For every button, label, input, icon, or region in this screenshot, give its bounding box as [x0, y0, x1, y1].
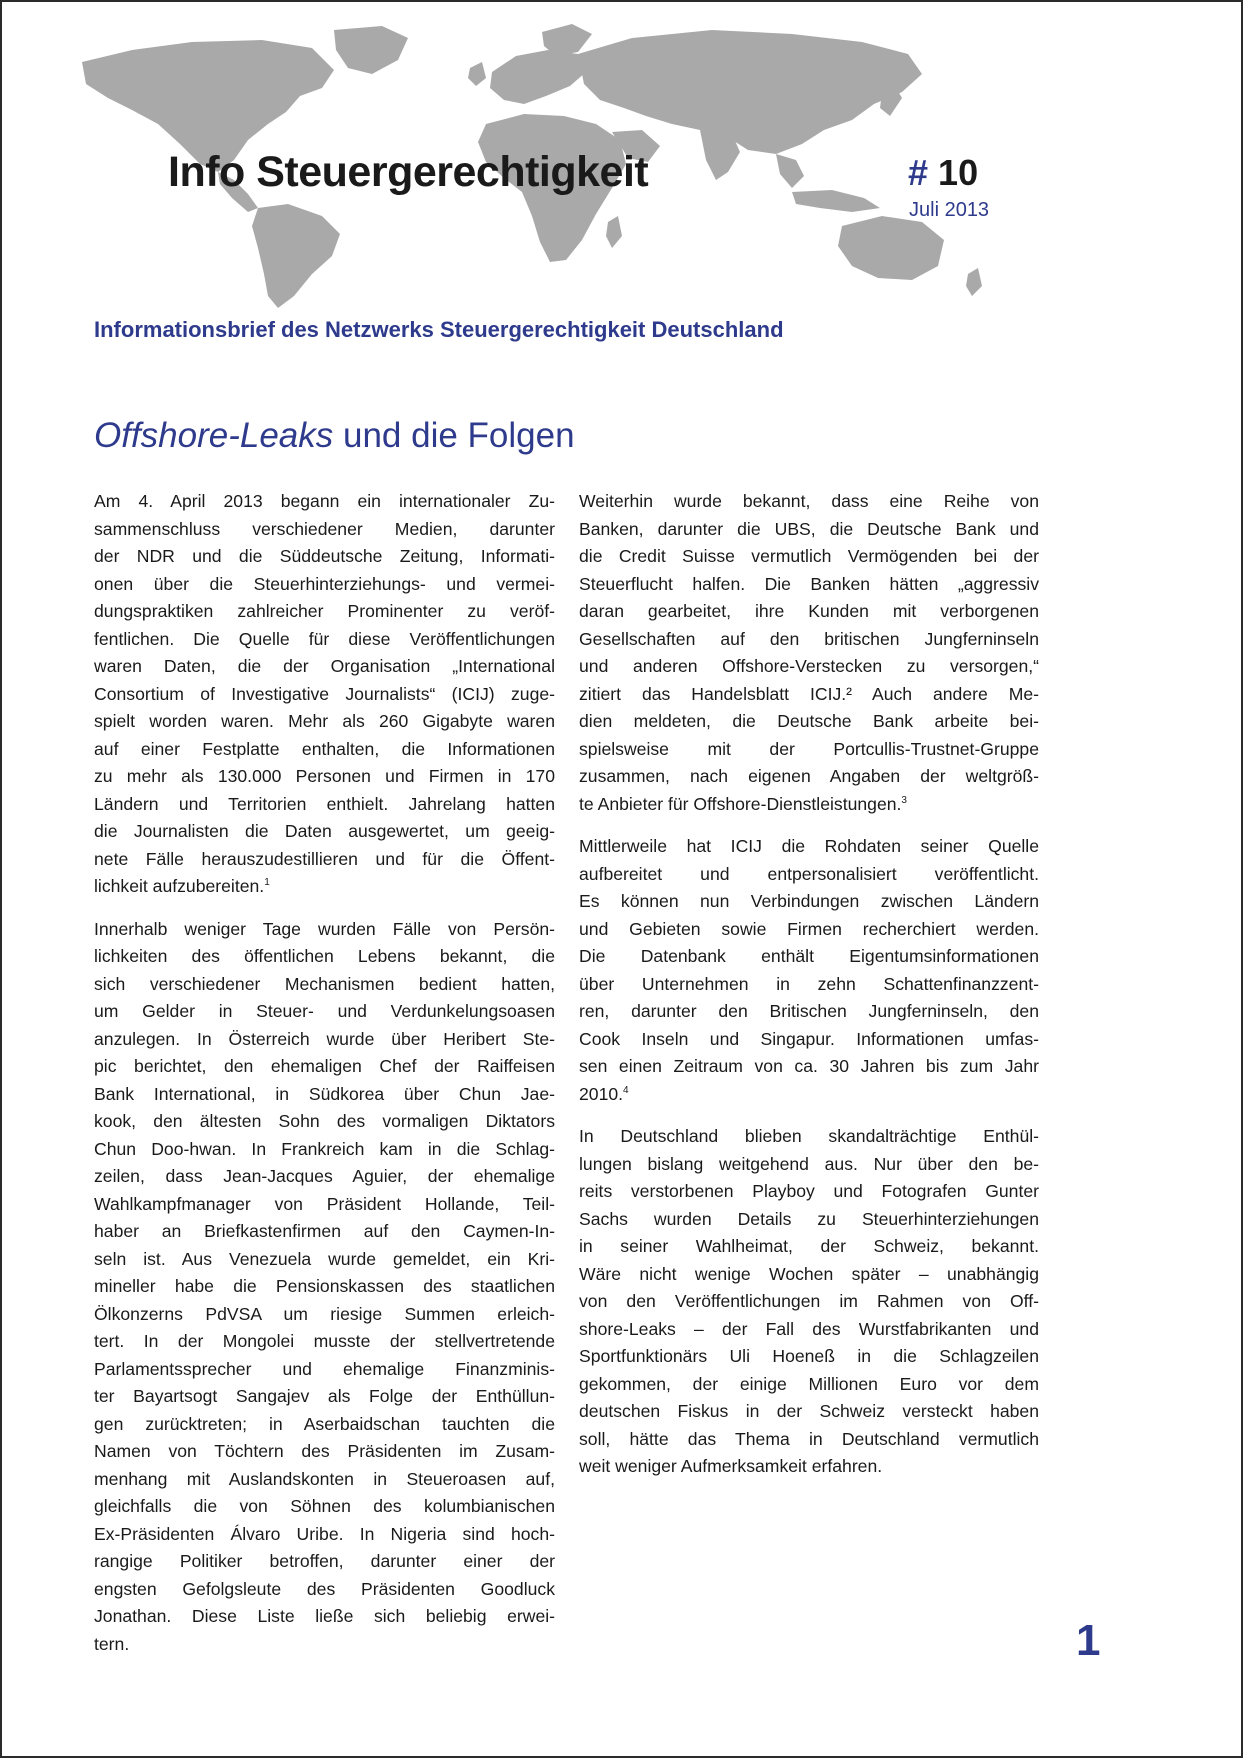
text-line: der NDR und die Süddeutsche Zeitung, Informati- — [94, 546, 555, 566]
text-line: zeilen, dass Jean-Jacques Aguier, der ehemalige — [94, 1166, 555, 1186]
article-paragraph — [579, 488, 1039, 818]
text-line: von den Veröffentlichungen im Rahmen von Off- — [579, 1291, 1039, 1311]
text-line: aufbereitet und entpersonalisiert veröffentlicht. — [579, 863, 1039, 884]
text-line: te Anbieter für Offshore-Dienstleistungen.$^3$ — [579, 793, 907, 814]
text-line: mineller habe die Pensionskassen des staatlichen — [94, 1276, 555, 1296]
issue-hash: # — [908, 152, 929, 193]
text-line: Gesellschaften auf den britischen Jungferninseln — [579, 628, 1039, 649]
issue-date: Juli 2013 — [909, 199, 990, 221]
article-left-column — [94, 488, 555, 1673]
text-line: lichkeiten des öffentlichen Lebens bekannt, die — [94, 946, 555, 966]
text-line: seln ist. Aus Venezuela wurde gemeldet, ein Kri- — [94, 1248, 555, 1269]
text-line: Chun Doo-hwan. In Frankreich kam in die Schlag- — [94, 1138, 555, 1159]
text-line: in seiner Wahlheimat, der Schweiz, bekannt. — [579, 1236, 1039, 1256]
text-line: zitiert das Handelsblatt ICIJ.² Auch andere Me- — [579, 683, 1039, 704]
newsletter-subtitle: Informationsbrief des Netzwerks Steuergerechtigkeit Deutschland — [94, 317, 784, 342]
text-line: gekommen, der einige Millionen Euro vor dem — [579, 1373, 1039, 1394]
text-line: Namen von Töchtern des Präsidenten im Zusam- — [94, 1441, 555, 1461]
text-line: sammenschluss verschiedener Medien, darunter — [94, 518, 555, 539]
text-line: sen einen Zeitraum von ca. 30 Jahren bis zum Jahr — [579, 1056, 1039, 1076]
text-line: Am 4. April 2013 begann ein internationaler Zu- — [94, 491, 555, 511]
headline-rest: und die Folgen — [333, 416, 575, 455]
text-line: Die Datenbank enthält Eigentumsinformationen — [579, 946, 1039, 966]
footnote-marker: 1 — [264, 877, 270, 889]
article-headline — [94, 416, 575, 456]
text-line: soll, hätte das Thema in Deutschland vermutlich — [579, 1428, 1039, 1449]
text-line: ter Bayartsogt Sangajev als Folge der Enthüllun- — [94, 1386, 555, 1406]
text-line: In Deutschland blieben skandalträchtige Enthül- — [579, 1126, 1039, 1146]
footnote-marker: 4 — [623, 1084, 629, 1096]
text-line: rangige Politiker betroffen, darunter einer der — [94, 1551, 555, 1571]
page-number: 1 — [1076, 1616, 1101, 1665]
text-line: Ölkonzerns PdVSA um riesige Summen erleich- — [94, 1303, 555, 1324]
article-paragraph — [579, 833, 1039, 1108]
issue-number — [908, 152, 978, 194]
text-line: gen zurücktreten; in Aserbaidschan tauchten die — [94, 1413, 555, 1434]
text-line: über Unternehmen in zehn Schattenfinanzzent- — [579, 973, 1039, 994]
text-line: Bank International, in Südkorea über Chun Jae- — [94, 1083, 555, 1104]
text-line: menhang mit Auslandskonten in Steueroasen auf, — [94, 1468, 555, 1489]
text-line: zusammen, nach eigenen Angaben der weltgröß- — [579, 766, 1039, 786]
text-line: Cook Inseln und Singapur. Informationen umfas- — [579, 1028, 1039, 1049]
text-line: die Credit Suisse vermutlich Vermögenden bei der — [579, 546, 1039, 566]
text-line: haber an Briefkastenfirmen auf den Caymen-In- — [94, 1221, 555, 1241]
text-line: onen über die Steuerhinterziehungs- und vermei- — [94, 573, 555, 594]
text-line: spielsweise mit der Portcullis-Trustnet-Gruppe — [579, 738, 1039, 759]
text-line: Weiterhin wurde bekannt, dass eine Reihe von — [579, 491, 1039, 511]
text-line: Sachs wurden Details zu Steuerhinterziehungen — [579, 1208, 1039, 1229]
text-line: lichkeit aufzubereiten.$^1$ — [94, 876, 270, 896]
text-line: Ex-Präsidenten Álvaro Uribe. In Nigeria sind hoch- — [94, 1523, 555, 1544]
text-line: die Journalisten die Daten ausgewertet, um geeig- — [94, 821, 555, 841]
newsletter-title: Info Steuergerechtigkeit — [168, 148, 649, 196]
text-line: dungspraktiken zahlreicher Prominenter zu veröf- — [94, 601, 555, 621]
footnote-marker: 3 — [901, 794, 907, 806]
article-paragraph — [94, 488, 555, 901]
text-line: tern. — [94, 1633, 130, 1654]
text-line: zu mehr als 130.000 Personen und Firmen in 170 — [94, 766, 555, 786]
text-line: Jonathan. Diese Liste ließe sich beliebig erwei- — [94, 1606, 555, 1626]
text-line: lungen bislang weitgehend aus. Nur über den be- — [579, 1153, 1039, 1174]
text-line: Innerhalb weniger Tage wurden Fälle von Persön- — [94, 918, 555, 939]
text-line: spielt worden waren. Mehr als 260 Gigabyte waren — [94, 711, 555, 731]
text-line: Parlamentssprecher und ehemalige Finanzminis- — [94, 1358, 555, 1379]
text-line: kook, den ältesten Sohn des vormaligen Diktators — [94, 1111, 555, 1131]
text-line: Ländern und Territorien enthielt. Jahrelang hatten — [94, 793, 555, 814]
text-line: anzulegen. In Österreich wurde über Heribert Ste- — [94, 1028, 555, 1049]
text-line: tert. In der Mongolei musste der stellvertretende — [94, 1331, 555, 1351]
text-line: engsten Gefolgsleute des Präsidenten Goodluck — [94, 1578, 555, 1599]
text-line: Wahlkampfmanager von Präsident Hollande, Teil- — [94, 1193, 555, 1214]
text-line: daran gearbeitet, ihre Kunden mit verborgenen — [579, 601, 1039, 621]
text-line: nete Fälle herauszudestillieren und für die Öffent- — [94, 848, 555, 869]
text-line: weit weniger Aufmerksamkeit erfahren. — [579, 1456, 883, 1476]
article-right-column — [579, 488, 1039, 1496]
text-line: shore-Leaks – der Fall des Wurstfabrikanten und — [579, 1318, 1039, 1339]
text-line: und anderen Offshore-Verstecken zu versorgen,“ — [579, 656, 1039, 676]
text-line: auf einer Festplatte enthalten, die Informationen — [94, 738, 555, 759]
text-line: Consortium of Investigative Journalists“ (ICIJ) zuge- — [94, 683, 555, 704]
text-line: Steuerflucht halfen. Die Banken hätten „aggressiv — [579, 573, 1039, 594]
text-line: und Gebieten sowie Firmen recherchiert werden. — [579, 918, 1039, 939]
text-line: ren, darunter den Britischen Jungferninseln, den — [579, 1001, 1039, 1021]
text-line: sich verschiedener Mechanismen bedient hatten, — [94, 973, 555, 994]
text-line: dien meldeten, die Deutsche Bank arbeite bei- — [579, 711, 1039, 731]
issue-number-value: 10 — [938, 152, 979, 193]
text-line: reits verstorbenen Playboy und Fotografen Gunter — [579, 1181, 1039, 1201]
text-line: Wäre nicht wenige Wochen später – unabhängig — [579, 1263, 1039, 1284]
text-line: Mittlerweile hat ICIJ die Rohdaten seiner Quelle — [579, 836, 1039, 856]
text-line: 2010.$^4$ — [579, 1083, 629, 1104]
article-paragraph — [94, 916, 555, 1659]
text-line: pic berichtet, den ehemaligen Chef der Raiffeisen — [94, 1056, 555, 1076]
text-line: um Gelder in Steuer- und Verdunkelungsoasen — [94, 1001, 555, 1021]
text-line: waren Daten, die der Organisation „International — [94, 656, 555, 676]
text-line: Sportfunktionärs Uli Hoeneß in die Schlagzeilen — [579, 1346, 1039, 1366]
text-line: Banken, darunter die UBS, die Deutsche Bank und — [579, 518, 1039, 539]
text-line: deutschen Fiskus in der Schweiz versteckt haben — [579, 1401, 1039, 1421]
headline-italic: Offshore-Leaks — [94, 416, 334, 455]
article-paragraph — [579, 1123, 1039, 1481]
text-line: Es können nun Verbindungen zwischen Ländern — [579, 891, 1039, 911]
text-line: fentlichen. Die Quelle für diese Veröffentlichungen — [94, 628, 555, 649]
text-line: gleichfalls die von Söhnen des kolumbianischen — [94, 1496, 555, 1516]
